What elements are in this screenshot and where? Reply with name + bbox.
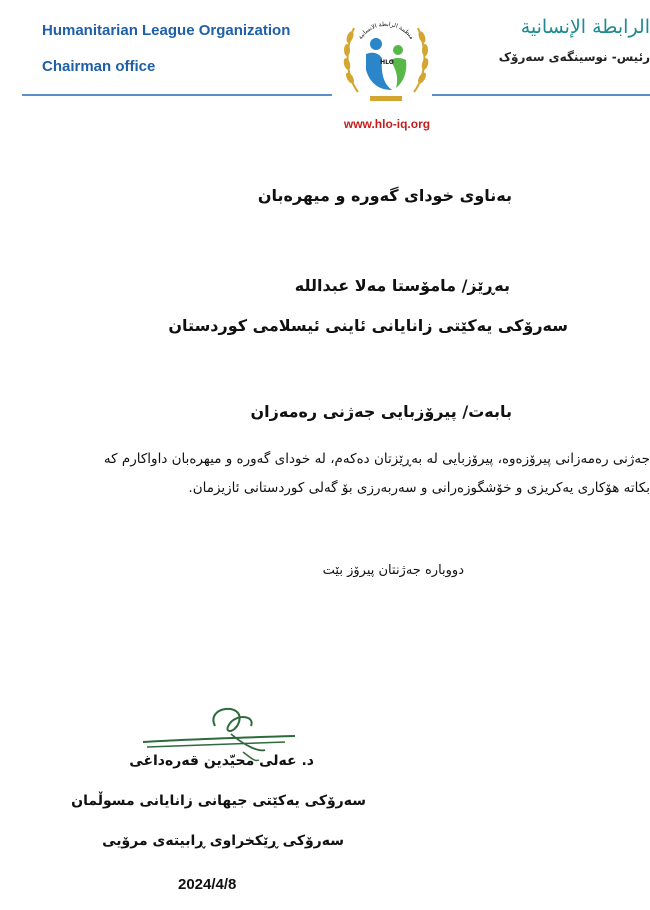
office-name-ar: رئيس- نوسينگەی سەرۆک: [498, 50, 650, 64]
figure-green-head-icon: [393, 45, 403, 55]
addressee-name: بەڕێز/ مامۆستا مەلا عبدالله: [294, 276, 510, 295]
letter-body-line-1: جەژنی رەمەزانی پیرۆزەوە، پیرۆزبایی لە بەڕێزتان دەکەم، لە خودای گەورە و میهرەبان داواکارم کە: [103, 451, 650, 467]
laurel-left-icon: [343, 28, 358, 92]
letter-body-line-2: بکاتە هۆکاری یەکریزی و خۆشگوزەرانی و سەربەرزی بۆ گەلی کوردستانی ئازیزمان.: [188, 480, 650, 496]
organization-logo: [336, 6, 436, 110]
header-divider-left: [22, 94, 332, 96]
header-divider-right: [432, 94, 650, 96]
logo-ring-text: منظمة الرابطة الانسانية: [356, 20, 416, 41]
signer-name: د. عەلی محیّدین قەرەداغی: [129, 753, 314, 769]
basmala-heading: بەناوی خودای گەورە و میهرەبان: [257, 186, 512, 205]
website-link[interactable]: www.hlo-iq.org: [343, 117, 431, 131]
letter-closing: دووبارە جەژنتان پیرۆز بێت: [322, 563, 464, 578]
addressee-title: سەرۆکی یەکێتی زانایانی ئاینی ئیسلامی کوردستان: [168, 316, 568, 335]
signer-title-1: سەرۆکی یەکێتی جیهانی زانایانی مسوڵمان: [71, 793, 366, 809]
laurel-right-icon: [414, 28, 429, 92]
organization-name-en: Humanitarian League Organization: [42, 22, 291, 39]
figure-blue-head-icon: [370, 38, 382, 50]
organization-name-ar: الرابطة الإنسانية: [520, 16, 650, 38]
letter-date: 2024/4/8: [178, 876, 237, 893]
signer-title-2: سەرۆکی ڕێکخراوی ڕابیتەی مرۆیی: [102, 833, 344, 849]
office-name-en: Chairman office: [42, 58, 156, 75]
logo-abbreviation: HLO: [380, 59, 394, 66]
letter-subject: بابەت/ پیرۆزبایی جەژنی رەمەزان: [250, 402, 512, 421]
